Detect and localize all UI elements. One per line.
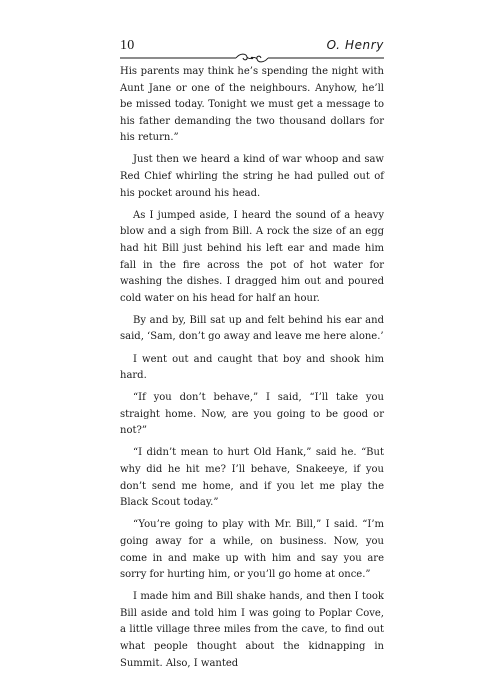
paragraph: Just then we heard a kind of war whoop and saw Red Chief whirling the string he had pulled out of his pocket around his head. <box>120 154 384 199</box>
paragraph: “You’re going to play with Mr. Bill,” I said. “I’m going away for a while, on business. Now, you come in and make up with him and say you are sorry for hurting him, or you’ll go home at once.” <box>120 519 384 581</box>
paragraph: “If you don’t behave,” I said, “I’ll take you straight home. Now, are you going to be good or not?” <box>120 392 384 437</box>
page-number: 10 <box>120 38 135 53</box>
scroll-flourish-icon <box>120 52 384 64</box>
paragraph: By and by, Bill sat up and felt behind his ear and said, ‘Sam, don’t go away and leave me here alone.’ <box>120 314 384 343</box>
chapter-body <box>120 64 384 678</box>
page-header <box>120 38 384 62</box>
paragraph: His parents may think he’s spending the night with Aunt Jane or one of the neighbours. Anyhow, he’ll be missed today. Tonight we must get a message to his father demanding the two thousand dollars for his return.” <box>120 66 384 144</box>
running-head: O. Henry <box>326 38 384 52</box>
paragraph: I made him and Bill shake hands, and then I took Bill aside and told him I was going to Poplar Cove, a little village three miles from the cave, to find out what people thought about the kidnapping in Summit. Also, I wanted <box>120 591 384 669</box>
paragraph: “I didn’t mean to hurt Old Hank,” said he. “But why did he hit me? I’ll behave, Snakeeye, if you don’t send me home, and if you let me play the Black Scout today.” <box>120 447 384 509</box>
paragraph: I went out and caught that boy and shook him hard. <box>120 353 384 382</box>
paragraph: As I jumped aside, I heard the sound of a heavy blow and a sigh from Bill. A rock the size of an egg had hit Bill just behind his left ear and made him fall in the fire across the pot of hot water for washing the dishes. I dragged him out and poured cold water on his head for half an hour. <box>120 209 384 304</box>
